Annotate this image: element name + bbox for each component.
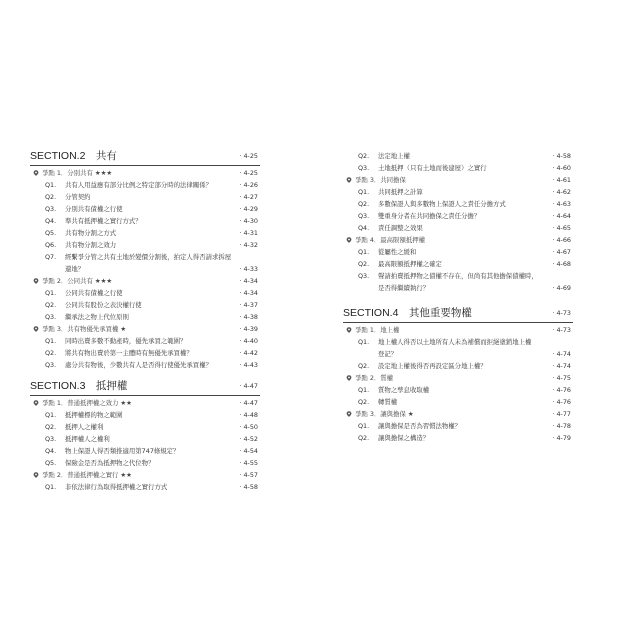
question-number: Q2. — [358, 152, 370, 160]
toc-question-entry[interactable] — [30, 227, 260, 239]
page-number: · 4-62 — [552, 188, 571, 196]
question-title: 非依法律行為取得抵押權之實行方式 — [65, 483, 168, 491]
page-number: · 4-47 — [239, 382, 258, 390]
page-number: · 4-66 — [552, 236, 571, 244]
page-number: · 4-69 — [552, 284, 571, 292]
question-title: 同時出賣多數不動產時，優先承買之範圍？ — [65, 337, 187, 345]
point-title: 爭點 3．共同擔保 — [355, 176, 406, 184]
toc-question-entry[interactable] — [343, 384, 573, 396]
question-number: Q1. — [358, 422, 370, 430]
question-title: 聲請拍賣抵押物之債權不存在，但尚有其他擔保債權時， — [378, 272, 538, 280]
question-title: 雙重身分者在共同擔保之責任分擔？ — [378, 212, 481, 220]
question-number: Q7. — [45, 253, 57, 261]
page-number: · 4-65 — [552, 224, 571, 232]
page-number: · 4-77 — [552, 410, 571, 418]
question-title: 責任調整之效果 — [378, 224, 423, 232]
toc-question-entry[interactable] — [30, 347, 260, 359]
question-title: 公同共有股份之表決權行使 — [65, 301, 142, 309]
toc-point-heading[interactable] — [343, 372, 573, 384]
page-number: · 4-32 — [239, 241, 258, 249]
toc-question-entry[interactable] — [30, 359, 260, 371]
question-number: Q1. — [45, 289, 57, 297]
question-number: Q1. — [45, 181, 57, 189]
question-title: 分別共有債權之行使 — [65, 205, 123, 213]
page-number: · 4-39 — [239, 325, 258, 333]
page-number: · 4-40 — [239, 337, 258, 345]
question-number: Q1. — [358, 338, 370, 346]
page-number: · 4-74 — [552, 362, 571, 370]
page-number: · 4-64 — [552, 212, 571, 220]
page-number: · 4-73 — [552, 309, 571, 317]
toc-question-entry[interactable] — [343, 270, 573, 282]
page-number: · 4-43 — [239, 361, 258, 369]
page-number: · 4-52 — [239, 435, 258, 443]
toc-question-entry[interactable] — [343, 396, 573, 408]
question-title-continued: 是否得繼續執行？ — [378, 284, 430, 292]
toc-question-entry[interactable] — [343, 162, 573, 174]
page-number: · 4-34 — [239, 289, 258, 297]
question-number: Q2. — [45, 193, 57, 201]
toc-question-entry[interactable] — [343, 258, 573, 270]
toc-question-entry[interactable] — [30, 191, 260, 203]
page-number: · 4-50 — [239, 423, 258, 431]
toc-question-entry[interactable] — [30, 311, 260, 323]
page-number: · 4-38 — [239, 313, 258, 321]
toc-question-entry[interactable] — [30, 445, 260, 457]
section-title: SECTION.3 抵押權 — [30, 380, 128, 392]
toc-question-continuation[interactable] — [343, 348, 573, 360]
question-number: Q3. — [45, 313, 57, 321]
toc-question-entry[interactable] — [30, 251, 260, 263]
question-title: 從屬性之緩和 — [378, 248, 417, 256]
toc-section-heading[interactable] — [30, 147, 260, 165]
toc-question-entry[interactable] — [343, 336, 573, 348]
page-number: · 4-55 — [239, 459, 258, 467]
page-number: · 4-47 — [239, 399, 258, 407]
point-title: 爭點 2．普通抵押權之實行 ★★ — [42, 471, 132, 479]
toc-question-entry[interactable] — [343, 150, 573, 162]
question-title: 共有物分割之效力 — [65, 241, 117, 249]
question-number: Q1. — [45, 337, 57, 345]
question-title-continued: 還地？ — [65, 265, 85, 273]
toc-question-entry[interactable] — [30, 409, 260, 421]
point-title: 爭點 1．分別共有 ★★★ — [42, 169, 113, 177]
page-number: · 4-76 — [552, 398, 571, 406]
page-number: · 4-68 — [552, 260, 571, 268]
page-number: · 4-60 — [552, 164, 571, 172]
point-title: 爭點 3．共有物優先承買權 ★ — [42, 325, 127, 333]
page-number: · 4-25 — [239, 169, 258, 177]
question-number: Q2. — [358, 362, 370, 370]
toc-question-entry[interactable] — [30, 179, 260, 191]
question-number: Q2. — [358, 200, 370, 208]
section-title: SECTION.2 共有 — [30, 150, 117, 162]
question-title: 保險金是否為抵押物之代位物？ — [65, 459, 155, 467]
question-number: Q2. — [45, 423, 57, 431]
page-number: · 4-48 — [239, 411, 258, 419]
toc-question-entry[interactable] — [343, 186, 573, 198]
map-pin-icon — [33, 472, 39, 478]
question-title: 設定地上權後得否再設定區分地上權？ — [378, 362, 487, 370]
map-pin-icon — [33, 400, 39, 406]
map-pin-icon — [346, 237, 352, 243]
toc-point-heading[interactable] — [343, 234, 573, 246]
toc-question-entry[interactable] — [343, 210, 573, 222]
page-number: · 4-78 — [552, 422, 571, 430]
page-number: · 4-67 — [552, 248, 571, 256]
question-number: Q2. — [358, 434, 370, 442]
toc-question-entry[interactable] — [30, 433, 260, 445]
page-number: · 4-58 — [239, 483, 258, 491]
question-title: 共同抵押之計算 — [378, 188, 423, 196]
question-number: Q1. — [358, 386, 370, 394]
question-number: Q3. — [358, 212, 370, 220]
toc-question-entry[interactable] — [343, 222, 573, 234]
question-number: Q3. — [45, 435, 57, 443]
page-number: · 4-30 — [239, 217, 258, 225]
map-pin-icon — [33, 170, 39, 176]
section-divider — [343, 322, 573, 323]
question-title: 分管契約 — [65, 193, 91, 201]
page-number: · 4-29 — [239, 205, 258, 213]
page-number: · 4-31 — [239, 229, 258, 237]
question-number: Q1. — [45, 411, 57, 419]
toc-question-continuation[interactable] — [30, 263, 260, 275]
page-number: · 4-75 — [552, 374, 571, 382]
toc-question-entry[interactable] — [343, 360, 573, 372]
question-title: 抵押權人之權利 — [65, 435, 110, 443]
toc-point-heading[interactable] — [343, 174, 573, 186]
section-title: SECTION.4 其他重要物權 — [343, 307, 472, 319]
toc-section-heading[interactable] — [30, 377, 260, 395]
question-number: Q5. — [45, 459, 57, 467]
page-number: · 4-34 — [239, 277, 258, 285]
question-title: 抵押人之權利 — [65, 423, 104, 431]
question-number: Q2. — [45, 349, 57, 357]
toc-point-heading[interactable] — [343, 324, 573, 336]
question-title: 準共有抵押權之實行方式？ — [65, 217, 142, 225]
question-number: Q3. — [358, 272, 370, 280]
page-number: · 4-25 — [239, 152, 258, 160]
point-title: 爭點 2．質權 — [355, 374, 394, 382]
toc-question-entry[interactable] — [30, 287, 260, 299]
toc-point-heading[interactable] — [343, 408, 573, 420]
toc-question-entry[interactable] — [30, 203, 260, 215]
page-number: · 4-74 — [552, 350, 571, 358]
point-title: 爭點 2．公同共有 ★★★ — [42, 277, 113, 285]
point-title: 爭點 1．普通抵押權之效力 ★★ — [42, 399, 132, 407]
page-number: · 4-79 — [552, 434, 571, 442]
toc-question-continuation[interactable] — [343, 282, 573, 294]
map-pin-icon — [346, 177, 352, 183]
page-number: · 4-57 — [239, 471, 258, 479]
question-number: Q5. — [45, 229, 57, 237]
question-title: 公同共有債權之行使 — [65, 289, 123, 297]
toc-section-heading[interactable] — [343, 304, 573, 322]
page-number: · 4-73 — [552, 326, 571, 334]
toc-question-entry[interactable] — [343, 246, 573, 258]
question-title: 處分共有物後，少數共有人是否得行使優先承買權？ — [65, 361, 212, 369]
question-title: 轉質權 — [378, 398, 398, 406]
map-pin-icon — [33, 326, 39, 332]
toc-question-entry[interactable] — [343, 198, 573, 210]
page-number: · 4-37 — [239, 301, 258, 309]
page-number: · 4-58 — [552, 152, 571, 160]
question-number: Q3. — [45, 205, 57, 213]
toc-point-heading[interactable] — [30, 275, 260, 287]
toc-point-heading[interactable] — [30, 323, 260, 335]
question-title: 繼承法之物上代位原則 — [65, 313, 129, 321]
toc-question-entry[interactable] — [30, 457, 260, 469]
map-pin-icon — [346, 411, 352, 417]
toc-question-entry[interactable] — [343, 420, 573, 432]
question-title: 共有人用益應有部分比例之特定部分時的法律關係？ — [65, 181, 212, 189]
question-number: Q4. — [45, 447, 57, 455]
question-title: 土地抵押（只有土地而後建屋）之實行 — [378, 164, 487, 172]
question-title: 質物之孳息收取權 — [378, 386, 430, 394]
question-number: Q2. — [358, 260, 370, 268]
page-number: · 4-27 — [239, 193, 258, 201]
point-title: 爭點 3．讓與擔保 ★ — [355, 410, 414, 418]
map-pin-icon — [346, 327, 352, 333]
question-title: 共有物分割之方式 — [65, 229, 117, 237]
question-number: Q3. — [45, 361, 57, 369]
toc-question-entry[interactable] — [30, 239, 260, 251]
question-title: 地上權人得否以土地所有人未為補償而拒絕塗銷地上權 — [378, 338, 532, 346]
point-title: 爭點 4．最高限額抵押權 — [355, 236, 426, 244]
question-title: 將共有物出賣於第一主體時有無優先承買權？ — [65, 349, 193, 357]
page-number: · 4-33 — [239, 265, 258, 273]
section-divider — [30, 165, 260, 166]
question-title: 讓與擔保是否為習慣法物權？ — [378, 422, 462, 430]
page-number: · 4-54 — [239, 447, 258, 455]
page-number: · 4-76 — [552, 386, 571, 394]
question-title: 多數保證人與多數物上保證人之責任分擔方式 — [378, 200, 506, 208]
question-title-continued: 登記？ — [378, 350, 398, 358]
point-title: 爭點 1．地上權 — [355, 326, 400, 334]
question-number: Q2. — [358, 398, 370, 406]
map-pin-icon — [346, 375, 352, 381]
toc-point-heading[interactable] — [30, 167, 260, 179]
section-divider — [30, 395, 260, 396]
page-number: · 4-42 — [239, 349, 258, 357]
question-number: Q1. — [358, 248, 370, 256]
toc-question-entry[interactable] — [30, 421, 260, 433]
question-title: 經繫爭分管之共有土地於變價分割後，拍定人得否請求拆屋 — [65, 253, 232, 261]
question-number: Q6. — [45, 241, 57, 249]
toc-question-entry[interactable] — [30, 299, 260, 311]
question-number: Q2. — [45, 301, 57, 309]
question-number: Q3. — [358, 164, 370, 172]
question-title: 物上保證人得否類推適用第747條規定？ — [65, 447, 180, 455]
question-title: 法定地上權 — [378, 152, 410, 160]
page-number: · 4-63 — [552, 200, 571, 208]
toc-question-entry[interactable] — [30, 335, 260, 347]
question-number: Q4. — [45, 217, 57, 225]
question-number: Q1. — [358, 188, 370, 196]
toc-point-heading[interactable] — [30, 397, 260, 409]
question-number: Q4. — [358, 224, 370, 232]
question-title: 抵押權標的物之範圍 — [65, 411, 123, 419]
question-number: Q1. — [45, 483, 57, 491]
toc-question-entry[interactable] — [30, 215, 260, 227]
page-number: · 4-61 — [552, 176, 571, 184]
page-number: · 4-26 — [239, 181, 258, 189]
toc-question-entry[interactable] — [30, 481, 260, 493]
map-pin-icon — [33, 278, 39, 284]
toc-point-heading[interactable] — [30, 469, 260, 481]
toc-question-entry[interactable] — [343, 432, 573, 444]
question-title: 讓與擔保之構造？ — [378, 434, 430, 442]
question-title: 最高限額抵押權之確定 — [378, 260, 442, 268]
